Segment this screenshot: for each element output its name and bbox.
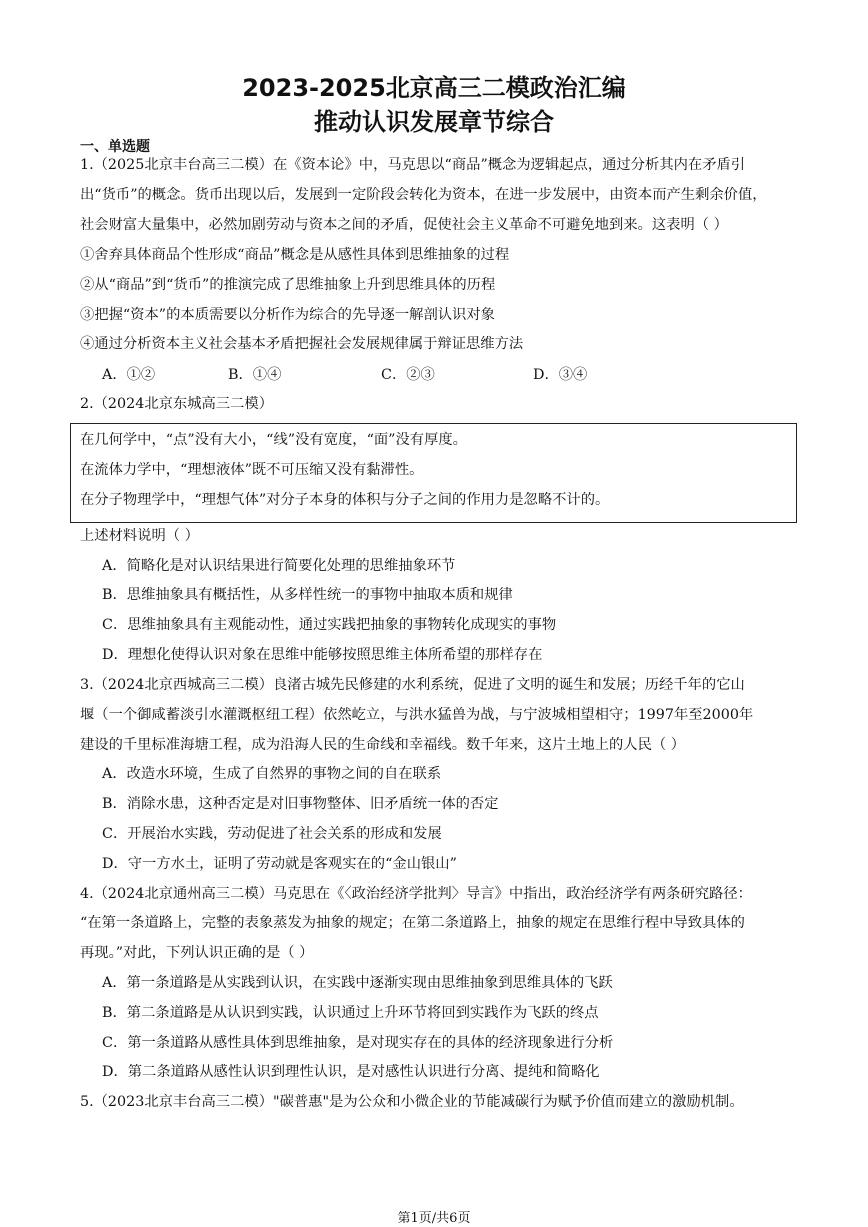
q4-option-a: A．第一条道路是从实践到认识，在实践中逐渐实现由思维抽象到思维具体的飞跃 (102, 975, 613, 991)
q2-material-box (70, 423, 797, 523)
q5-stem-line-1: 5.（2023北京丰台高三二模）"碳普惠"是为公众和小微企业的节能减碳行为赋予价值而建立的激励机制。 (80, 1094, 744, 1110)
q2-material-line-1: 在几何学中，“点”没有大小，“线”没有宽度，“面”没有厚度。 (80, 432, 467, 448)
document-title: 2023-2025北京高三二模政治汇编 (242, 74, 626, 102)
q2-material-line-2: 在流体力学中，“理想液体”既不可压缩又没有黏滞性。 (80, 462, 424, 478)
q1-statement-3: ③把握“资本”的本质需要以分析作为综合的先导逐一解剖认识对象 (80, 307, 495, 323)
q1-stem-line-1: 1.（2025北京丰台高三二模）在《资本论》中，马克思以“商品”概念为逻辑起点，通过分析其内在矛盾引 (80, 157, 746, 173)
q2-option-b: B．思维抽象具有概括性，从多样性统一的事物中抽取本质和规律 (102, 587, 513, 603)
q3-option-d: D．守一方水土，证明了劳动就是客观实在的“金山银山” (102, 856, 457, 872)
q4-stem-line-2: “在第一条道路上，完整的表象蒸发为抽象的规定；在第二条道路上，抽象的规定在思维行程中导致具体的 (80, 915, 745, 931)
q4-stem-line-1: 4.（2024北京通州高三二模）马克思在《〈政治经济学批判〉导言》中指出，政治经济学有两条研究路径： (80, 886, 752, 902)
q4-stem-line-3: 再现。”对此，下列认识正确的是（ ） (80, 945, 314, 961)
q1-stem-line-2: 出“货币”的概念。货币出现以后，发展到一定阶段会转化为资本，在进一步发展中，由资本而产生剩余价值， (80, 187, 767, 203)
q3-option-c: C．开展治水实践，劳动促进了社会关系的形成和发展 (102, 826, 442, 842)
q2-question: 上述材料说明（ ） (80, 528, 199, 544)
q4-option-c: C．第一条道路从感性具体到思维抽象，是对现实存在的具体的经济现象进行分析 (102, 1035, 614, 1051)
q3-option-a: A．改造水环境，生成了自然界的事物之间的自在联系 (102, 766, 442, 782)
q1-choice-d: D．③④ (533, 367, 588, 383)
q3-stem-line-3: 建设的千里标准海塘工程，成为沿海人民的生命线和幸福线。数千年来，这片土地上的人民（ ） (80, 737, 686, 753)
q1-choice-a: A．①② (102, 367, 156, 383)
q1-statement-2: ②从“商品”到“货币”的推演完成了思维抽象上升到思维具体的历程 (80, 277, 496, 293)
q3-stem-line-1: 3.（2024北京西城高三二模）良渚古城先民修建的水利系统，促进了文明的诞生和发展；历经千年的它山 (80, 677, 745, 693)
q1-choice-b: B．①④ (228, 367, 282, 383)
q2-stem: 2.（2024北京东城高三二模） (80, 396, 273, 412)
q2-option-a: A．简略化是对认识结果进行简要化处理的思维抽象环节 (102, 558, 456, 574)
q3-option-b: B．消除水患，这种否定是对旧事物整体、旧矛盾统一体的否定 (102, 796, 499, 812)
q2-material-line-3: 在分子物理学中，“理想气体”对分子本身的体积与分子之间的作用力是忽略不计的。 (80, 492, 610, 508)
q2-option-c: C．思维抽象具有主观能动性，通过实践把抽象的事物转化成现实的事物 (102, 617, 557, 633)
q3-stem-line-2: 堰（一个御咸蓄淡引水灌溉枢纽工程）依然屹立，与洪水猛兽为战，与宁波城相望相守；1997年至2000年 (80, 707, 754, 723)
document-subtitle: 推动认识发展章节综合 (314, 108, 554, 136)
q1-statement-4: ④通过分析资本主义社会基本矛盾把握社会发展规律属于辩证思维方法 (80, 336, 524, 352)
q1-choice-c: C．②③ (381, 367, 435, 383)
q2-option-d: D．理想化使得认识对象在思维中能够按照思维主体所希望的那样存在 (102, 647, 543, 663)
q1-stem-line-3: 社会财富大量集中，必然加剧劳动与资本之间的矛盾，促使社会主义革命不可避免地到来。这表明（ ） (80, 217, 728, 233)
q1-statement-1: ①舍弃具体商品个性形成“商品”概念是从感性具体到思维抽象的过程 (80, 247, 510, 263)
section-heading: 一、单选题 (80, 139, 150, 155)
page-number: 第1页/共6页 (397, 1211, 471, 1226)
q4-option-b: B．第二条道路是从认识到实践，认识通过上升环节将回到实践作为飞跃的终点 (102, 1005, 599, 1021)
q4-option-d: D．第二条道路从感性认识到理性认识，是对感性认识进行分离、提纯和简略化 (102, 1064, 600, 1080)
